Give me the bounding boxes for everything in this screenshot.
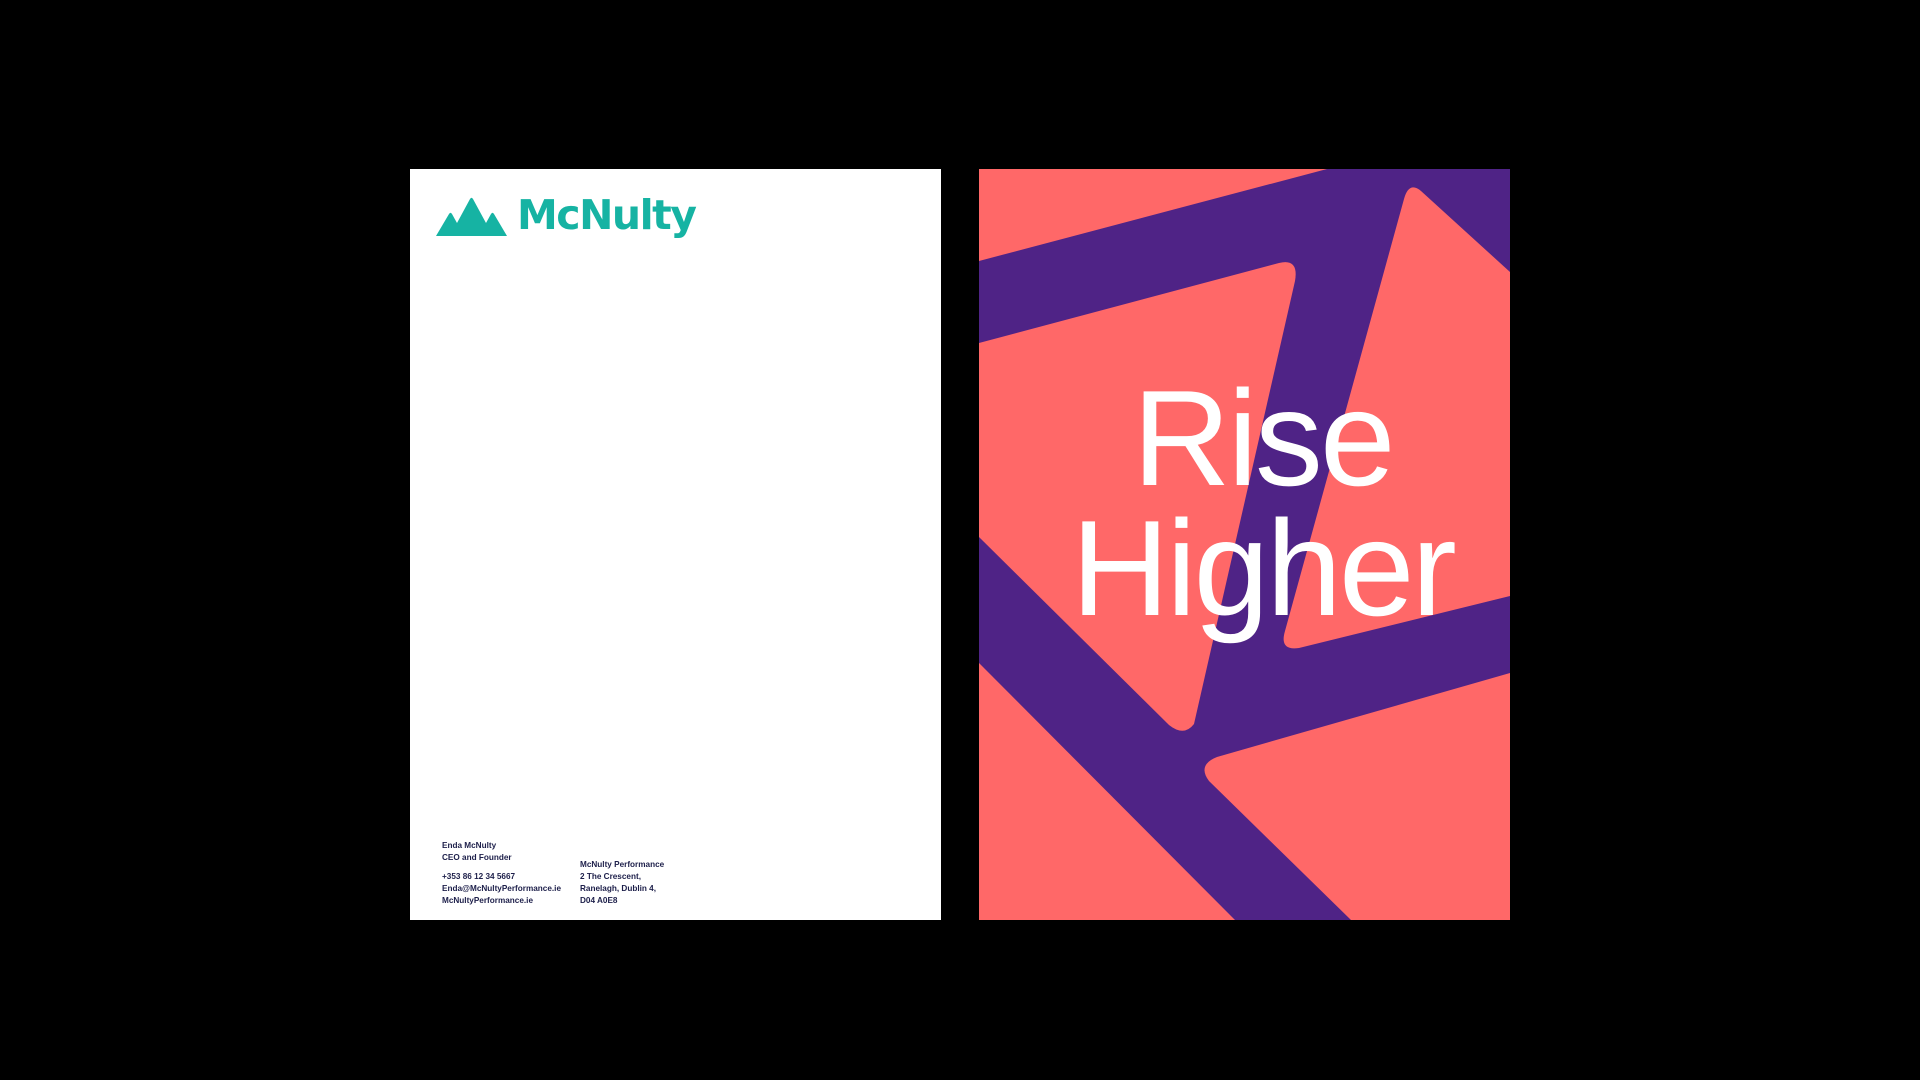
contact-name: Enda McNulty — [442, 841, 497, 850]
address-line2: Ranelagh, Dublin 4, — [580, 884, 656, 893]
headline-line-1: Rise — [1132, 362, 1393, 514]
letterhead-sheet — [410, 169, 941, 920]
address-block — [580, 859, 664, 907]
brand-logo — [436, 191, 695, 241]
address-line1: 2 The Crescent, — [580, 872, 641, 881]
address-company: McNulty Performance — [580, 860, 665, 869]
poster — [979, 169, 1510, 920]
contact-phone: +353 86 12 34 5667 — [442, 872, 516, 881]
contact-website: McNultyPerformance.ie — [442, 896, 534, 905]
address-postcode: D04 A0E8 — [580, 896, 618, 905]
contact-email: Enda@McNultyPerformance.ie — [442, 884, 562, 893]
brand-wordmark: McNulty — [517, 190, 696, 239]
contact-block — [442, 840, 561, 907]
contact-role: CEO and Founder — [442, 853, 512, 862]
mountains-icon — [436, 196, 507, 236]
headline-line-2: Higher — [1071, 492, 1454, 644]
